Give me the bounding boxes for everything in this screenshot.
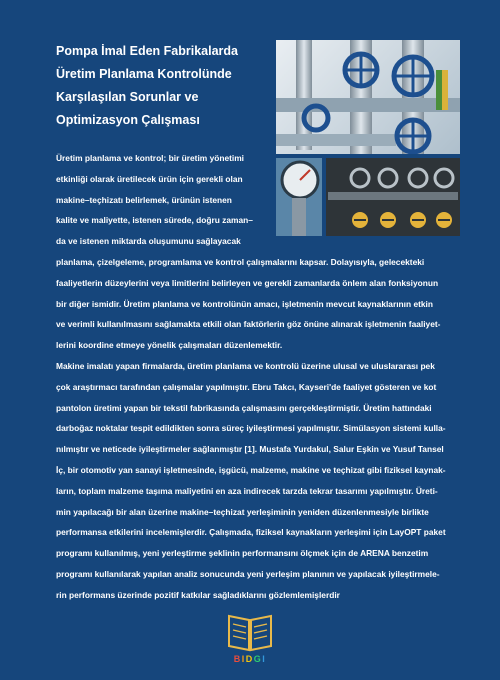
text-line: rin performans üzerinde pozitif katkılar sağladıklarını gözlemlemişlerdir: [56, 589, 340, 600]
publisher-logo: [225, 608, 275, 666]
text-line: Makine imalatı yapan firmalarda, üretim planlama ve kontrolü üzerine ulusal ve uluslararası pek: [56, 360, 435, 371]
logo-letter: B: [233, 654, 242, 664]
text-line: etkinliği olarak üretilecek ürün için gerekli olan: [56, 173, 243, 184]
text-line: darboğaz noktalar tespit edildikten sonra süreç iyileştirmesi yapılmıştır. Simülasyon sistemi kulla-: [56, 423, 446, 434]
text-line: lerini koordine etmeye yönelik çalışmaları düzenlemektir.: [56, 340, 283, 351]
text-line: min yapılacağı bir alan üzerine makine–teçhizat yerleşiminin yeniden düzenlenmesiyle birlikte: [56, 506, 429, 517]
text-line: performansa etkilerini incelemişlerdir. Çalışmada, fiziksel kaynakların yerleşimi için LayOPT paket: [56, 527, 446, 538]
text-line: faaliyetlerin düzeylerini veya limitlerini belirleyen ve gerekli zamanlarda önlem alan fonksiyonun: [56, 277, 439, 288]
text-line: ve verimli kullanılmasını sağlamakta etkili olan faktörlerin göz önüne alınarak işletmenin faaliyet-: [56, 319, 441, 330]
text-line: planlama, çizelgeleme, programlama ve kontrol çalışmalarını kapsar. Dolayısıyla, gelecekteki: [56, 256, 425, 267]
title-line: Karşılaşılan Sorunlar ve: [56, 90, 199, 104]
open-book-icon: [225, 608, 275, 654]
title-line: Optimizasyon Çalışması: [56, 113, 200, 127]
text-line: programı kullanılarak yapılan analiz sonucunda yeni yerleşim planının ve yapılacak iyileştirmele-: [56, 568, 440, 579]
text-line: programı kullanılmış, yeni yerleştirme şeklinin performansını ölçmek için de ARENA benzetim: [56, 548, 429, 559]
logo-letter: D: [245, 654, 254, 664]
text-line: kalite ve maliyette, istenen sürede, doğru zaman–: [56, 215, 253, 226]
article-title: [56, 40, 268, 132]
text-line: İç, bir otomotiv yan sanayi işletmesinde, işgücü, malzeme, makine ve teçhizat gibi fiziksel kaynak-: [56, 464, 446, 475]
text-line: pantolon üretimi yapan bir tekstil fabrikasında çalışmasını gerçekleştirmiştir. Üretim hattındaki: [56, 402, 432, 413]
title-line: Üretim Planlama Kontrolünde: [56, 67, 232, 81]
logo-wordmark: [225, 654, 275, 664]
text-line: ların, toplam malzeme taşıma maliyetini en aza indirecek tarzda tekrar tasarımı yapılmıştır. Üreti-: [56, 485, 438, 496]
text-line: nılmıştır ve neticede iyileştirmeler sağlanmıştır [1]. Mustafa Yurdakul, Salur Eşkin ve Yusuf Tansel: [56, 444, 444, 455]
text-line: bir diğer ismidir. Üretim planlama ve kontrolünün amacı, işletmenin mevcut kaynaklarının etkin: [56, 298, 433, 309]
paragraph: [56, 356, 460, 606]
logo-letter: I: [241, 654, 246, 664]
text-line: makine–teçhizatı belirlemek, ürünün istenen: [56, 194, 232, 205]
text-line: Üretim planlama ve kontrol; bir üretim yönetimi: [56, 153, 245, 163]
text-line: da ve istenen miktarda oluşumunu sağlayacak: [56, 236, 241, 247]
text-line: çok araştırmacı tarafından çalışmalar yapılmıştır. Ebru Takcı, Kayseri'de faaliyet gösteren ve kot: [56, 381, 437, 392]
logo-letter: I: [262, 654, 267, 664]
title-line: Pompa İmal Eden Fabrikalarda: [56, 44, 239, 58]
article-body: [56, 148, 460, 606]
paragraph: [56, 148, 460, 356]
logo-letter: G: [253, 654, 263, 664]
